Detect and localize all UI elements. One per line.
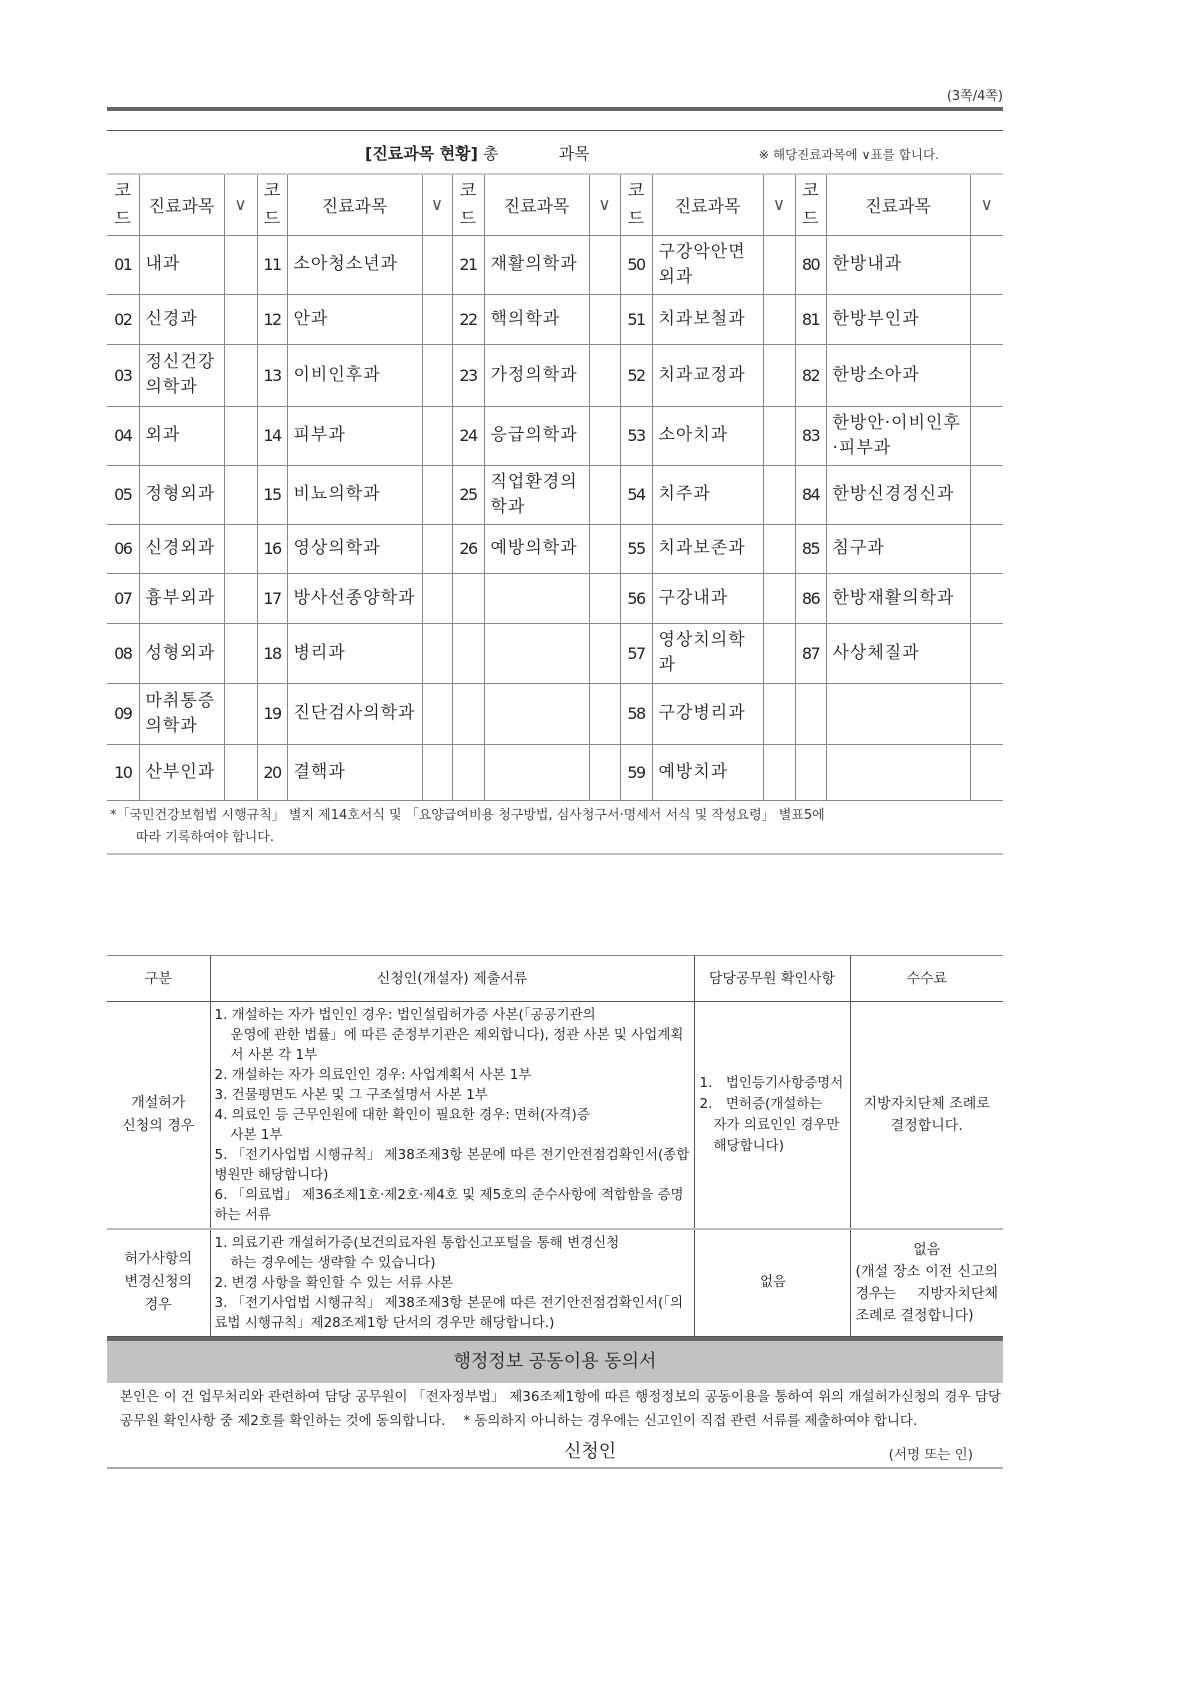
- table-row: [107, 573, 1003, 623]
- subject-name: [484, 465, 589, 524]
- subject-name-text: 치과교정과: [658, 364, 746, 385]
- subject-name: [484, 344, 589, 406]
- document-item: [215, 1145, 691, 1185]
- subject-checkbox[interactable]: [422, 683, 452, 744]
- subject-name-text: 마취통증의학과: [145, 690, 216, 736]
- subject-name: [287, 235, 422, 294]
- document-item: [215, 1065, 691, 1085]
- subject-code: 05: [107, 465, 139, 524]
- page-indicator: (3쪽/4쪽): [946, 89, 1003, 104]
- subject-name: [826, 744, 970, 800]
- subject-code: 06: [107, 524, 139, 573]
- change-fee-line-1: 없음: [913, 1241, 941, 1258]
- subject-code: 01: [107, 235, 139, 294]
- header-subject-name: 진료과목: [139, 174, 224, 235]
- subject-name: [484, 524, 589, 573]
- table-row: [107, 294, 1003, 344]
- document-item: [215, 1005, 691, 1065]
- header-check-mark: ∨: [763, 174, 795, 235]
- applicant-label: 신청인: [564, 1440, 617, 1462]
- subject-name: [484, 623, 589, 683]
- document-item-text: 5. 「전기사업법 시행규칙」 제38조제3항 본문에 따른 전기안전점검확인서(종합병원만 해당합니다): [214, 1146, 690, 1183]
- signature-field[interactable]: (서명 또는 인): [888, 1446, 973, 1463]
- subject-name-text: 예방의학과: [490, 538, 578, 558]
- subject-code: 16: [257, 524, 287, 573]
- header-official-confirmation: 담당공무원 확인사항: [694, 955, 850, 1001]
- document-item: [215, 1185, 691, 1225]
- header-subject-name: 진료과목: [652, 174, 763, 235]
- subject-checkbox[interactable]: [589, 524, 620, 573]
- subject-name: [287, 573, 422, 623]
- permit-fee: 지방자치단체 조례로 결정합니다.: [850, 1001, 1003, 1229]
- footnote-line-2: 따라 기록하여야 합니다.: [136, 829, 274, 845]
- subject-checkbox[interactable]: [422, 235, 452, 294]
- subject-code: 58: [620, 683, 652, 744]
- subject-name-text: 구강내과: [658, 587, 729, 608]
- subject-name: [652, 406, 763, 465]
- header-subject-name: 진료과목: [287, 174, 422, 235]
- subject-code: 09: [107, 683, 139, 744]
- subject-name: [139, 623, 224, 683]
- subject-code: 85: [795, 524, 826, 573]
- subjects-section-header: [107, 131, 1003, 173]
- subject-name-text: 진단검사의학과: [293, 703, 416, 723]
- subject-name: [826, 406, 970, 465]
- subject-checkbox[interactable]: [422, 744, 452, 800]
- subject-name: [652, 235, 763, 294]
- header-code: [795, 174, 826, 235]
- subject-name: [139, 235, 224, 294]
- total-unit: 과목: [558, 144, 590, 163]
- subject-name: [652, 344, 763, 406]
- subject-name: [826, 235, 970, 294]
- table-row: [107, 524, 1003, 573]
- subject-checkbox[interactable]: [422, 623, 452, 683]
- subject-name: [139, 344, 224, 406]
- subjects-section-title: [365, 141, 590, 164]
- permit-category-line-2: 신청의 경우: [122, 1117, 195, 1134]
- subjects-footnote: [107, 801, 1003, 853]
- header-code: [257, 174, 287, 235]
- subject-name-text: 내과: [145, 254, 181, 274]
- subject-checkbox[interactable]: [763, 683, 795, 744]
- subject-name-text: 직업환경의학과: [490, 471, 578, 517]
- subject-code: 26: [452, 524, 484, 573]
- subject-name-text: 소아치과: [658, 425, 729, 445]
- header-check-mark: ∨: [224, 174, 257, 235]
- subject-code: 18: [257, 623, 287, 683]
- subject-name-text: 영상치의학과: [658, 630, 746, 675]
- subject-name-text: 가정의학과: [490, 364, 578, 385]
- subject-code: 08: [107, 623, 139, 683]
- subject-code: [452, 623, 484, 683]
- subject-name: [826, 683, 970, 744]
- total-prefix: 총: [483, 144, 499, 163]
- subject-code: 81: [795, 294, 826, 344]
- document-item-text: 6. 「의료법」 제36조제1호·제2호·제4호 및 제5호의 준수사항에 적합함을 증명하는 서류: [214, 1186, 684, 1223]
- subject-code: 57: [620, 623, 652, 683]
- subject-name: [484, 744, 589, 800]
- document-item-text: 1. 의료기관 개설허가증(보건의료자원 통합신고포털을 통해 변경신청: [214, 1234, 620, 1251]
- subject-name: [826, 465, 970, 524]
- subject-name-text: 구강병리과: [658, 703, 746, 723]
- header-code-top: 코: [263, 180, 281, 201]
- document-item-continuation: 하는 경우에는 생략할 수 있습니다): [230, 1254, 436, 1271]
- header-code-bottom: 드: [802, 208, 819, 229]
- subject-code: [452, 744, 484, 800]
- subject-code: [795, 683, 826, 744]
- subject-name-text: 안과: [293, 308, 329, 329]
- subject-name: [139, 744, 224, 800]
- subject-code: [795, 744, 826, 800]
- table-row: [107, 344, 1003, 406]
- header-code-top: 코: [114, 180, 131, 201]
- permit-application-row: [107, 1001, 1003, 1229]
- subject-code: 22: [452, 294, 484, 344]
- subject-name-text: 병리과: [293, 642, 346, 663]
- subject-checkbox[interactable]: [970, 573, 1003, 623]
- documents-header-row: [107, 955, 1003, 1001]
- subject-code: 80: [795, 235, 826, 294]
- subject-name-text: 신경과: [145, 308, 198, 329]
- change-category-line-3: 경우: [144, 1297, 172, 1313]
- subject-checkbox[interactable]: [970, 406, 1003, 465]
- header-check-mark: ∨: [970, 174, 1003, 235]
- subject-name: [287, 524, 422, 573]
- subject-code: 50: [620, 235, 652, 294]
- subject-name-text: 이비인후과: [293, 364, 381, 385]
- subject-code: 04: [107, 406, 139, 465]
- subject-name-text: 흉부외과: [145, 587, 216, 608]
- header-category: 구분: [107, 955, 210, 1001]
- subject-name-text: 결핵과: [293, 761, 346, 782]
- subject-name-text: 영상의학과: [293, 538, 381, 558]
- subject-checkbox[interactable]: [422, 406, 452, 465]
- subject-name: [139, 524, 224, 573]
- subject-name: [484, 573, 589, 623]
- subject-code: 21: [452, 235, 484, 294]
- change-category-line-2: 변경신청의: [124, 1274, 193, 1290]
- confirm-item-2-first: 2. 면허증(개설하는: [699, 1095, 823, 1112]
- subject-checkbox[interactable]: [763, 235, 795, 294]
- confirm-item-1: 1. 법인등기사항증명서: [699, 1074, 844, 1091]
- subject-checkbox[interactable]: [970, 524, 1003, 573]
- subject-checkbox[interactable]: [589, 235, 620, 294]
- subject-name-text: 정신건강의학과: [145, 352, 216, 397]
- subject-checkbox[interactable]: [970, 294, 1003, 344]
- subject-code: [452, 573, 484, 623]
- document-item: [215, 1233, 691, 1273]
- document-item-text: 1. 개설하는 자가 법인인 경우: 법인설립허가증 사본(「공공기관의: [214, 1006, 596, 1023]
- spacer: [107, 111, 1003, 130]
- consent-title: 행정정보 공동이용 동의서: [107, 1337, 1003, 1383]
- change-category: [107, 1229, 210, 1337]
- subject-code: 02: [107, 294, 139, 344]
- header-subject-name: 진료과목: [826, 174, 970, 235]
- header-code-top: 코: [802, 180, 819, 201]
- subject-code: 56: [620, 573, 652, 623]
- document-item: [215, 1273, 691, 1293]
- subject-name: [287, 406, 422, 465]
- subject-checkbox[interactable]: [224, 744, 257, 800]
- subject-name: [826, 524, 970, 573]
- form-page: [107, 0, 1003, 1509]
- header-code-bottom: 드: [627, 208, 645, 229]
- subject-name-text: 재활의학과: [490, 254, 578, 274]
- subject-name: [652, 294, 763, 344]
- subject-name: [826, 623, 970, 683]
- subject-code: 12: [257, 294, 287, 344]
- subject-name-text: 한방안·이비인후·피부과: [832, 412, 961, 458]
- subject-name: [139, 573, 224, 623]
- subject-checkbox[interactable]: [763, 294, 795, 344]
- subject-name: [652, 623, 763, 683]
- subject-checkbox[interactable]: [224, 406, 257, 465]
- subject-checkbox[interactable]: [763, 744, 795, 800]
- header-code-bottom: 드: [459, 208, 477, 229]
- subject-checkbox[interactable]: [763, 465, 795, 524]
- subject-name: [826, 573, 970, 623]
- subject-name: [287, 465, 422, 524]
- table-row: [107, 744, 1003, 800]
- subject-checkbox[interactable]: [422, 294, 452, 344]
- header-code-top: 코: [627, 180, 645, 201]
- document-item-text: 3. 「전기사업법 시행규칙」 제38조제3항 본문에 따른 전기안전점검확인서(「의료법 시행규칙」제28조제1항 단서의 경우만 해당합니다.): [214, 1294, 684, 1331]
- spacer: [107, 855, 1003, 955]
- subject-name-text: 한방소아과: [832, 364, 920, 385]
- document-item: [215, 1105, 691, 1145]
- permit-official-confirmation: [694, 1001, 850, 1229]
- subject-name-text: 핵의학과: [490, 308, 561, 329]
- subjects-title: [진료과목 현황]: [365, 144, 478, 163]
- subject-checkbox[interactable]: [224, 524, 257, 573]
- subject-name-text: 한방부인과: [832, 308, 920, 329]
- subject-name: [287, 294, 422, 344]
- subject-name-text: 침구과: [832, 538, 885, 558]
- document-item-text: 3. 건물평면도 사본 및 그 구조설명서 사본 1부: [214, 1086, 488, 1103]
- subject-name-text: 사상체질과: [832, 642, 920, 663]
- change-fee-rest: (개설 장소 이전 신고의 경우는 지방자치단체 조례로 결정합니다): [855, 1263, 998, 1324]
- subject-code: 84: [795, 465, 826, 524]
- subject-code: 03: [107, 344, 139, 406]
- header-subject-name: 진료과목: [484, 174, 589, 235]
- table-row: [107, 623, 1003, 683]
- table-row: [107, 465, 1003, 524]
- subject-name-text: 한방신경정신과: [832, 484, 955, 504]
- subject-checkbox[interactable]: [970, 235, 1003, 294]
- subject-code: 51: [620, 294, 652, 344]
- required-documents-table: [107, 955, 1003, 1337]
- subject-checkbox[interactable]: [422, 524, 452, 573]
- subject-name-text: 치과보존과: [658, 538, 746, 558]
- subject-name-text: 치과보철과: [658, 308, 746, 329]
- subject-checkbox[interactable]: [589, 573, 620, 623]
- subject-checkbox[interactable]: [224, 294, 257, 344]
- subject-code: 25: [452, 465, 484, 524]
- header-code: [620, 174, 652, 235]
- subject-checkbox[interactable]: [763, 623, 795, 683]
- subject-name: [484, 406, 589, 465]
- table-row: [107, 683, 1003, 744]
- subject-checkbox[interactable]: [763, 573, 795, 623]
- subject-name-text: 구강악안면외과: [658, 241, 746, 287]
- document-item-continuation: 사본 1부: [230, 1126, 283, 1143]
- document-item: [215, 1293, 691, 1333]
- footnote-line-1: *「국민건강보험법 시행규칙」 별지 제14호서식 및 「요양급여비용 청구방법, 심사청구서·명세서 서식 및 작성요령」 별표5에: [110, 807, 825, 823]
- subject-checkbox[interactable]: [970, 623, 1003, 683]
- subject-name: [484, 683, 589, 744]
- table-header-row: [107, 174, 1003, 235]
- subject-code: 55: [620, 524, 652, 573]
- subject-name-text: 소아청소년과: [293, 254, 399, 274]
- subject-name: [652, 465, 763, 524]
- subject-checkbox[interactable]: [224, 465, 257, 524]
- header-code: [107, 174, 139, 235]
- header-check-mark: ∨: [422, 174, 452, 235]
- subject-code: 54: [620, 465, 652, 524]
- subject-name: [287, 683, 422, 744]
- document-item-text: 2. 개설하는 자가 의료인인 경우: 사업계획서 사본 1부: [214, 1066, 532, 1083]
- subject-checkbox[interactable]: [224, 344, 257, 406]
- subject-checkbox[interactable]: [422, 465, 452, 524]
- subject-code: 23: [452, 344, 484, 406]
- header-fee: 수수료: [850, 955, 1003, 1001]
- consent-body: 본인은 이 건 업무처리와 관련하여 담당 공무원이 「전자정부법」 제36조제1항에 따른 행정정보의 공동이용을 통하여 위의 개설허가신청의 경우 담당 공무원 확인사항 중 제2호를 확인하는 것에 동의합니다. * 동의하지 아니하는 경우에는 신고인이 직접 관련 서류를 제출하여야 합니다.: [120, 1388, 1001, 1429]
- subject-name: [826, 344, 970, 406]
- subject-code: 14: [257, 406, 287, 465]
- subject-checkbox[interactable]: [224, 235, 257, 294]
- subject-name-text: 피부과: [293, 425, 346, 445]
- table-row: [107, 235, 1003, 294]
- subject-code: 86: [795, 573, 826, 623]
- check-instruction-note: ※ 해당진료과목에 ∨표를 합니다.: [758, 147, 939, 162]
- permit-documents-list: [210, 1001, 694, 1229]
- subject-code: 13: [257, 344, 287, 406]
- document-item-text: 2. 변경 사항을 확인할 수 있는 서류 사본: [214, 1274, 454, 1291]
- change-category-line-1: 허가사항의: [124, 1251, 193, 1267]
- header-code-top: 코: [459, 180, 477, 201]
- subject-name-text: 외과: [145, 425, 181, 445]
- subject-name-text: 성형외과: [145, 642, 216, 663]
- confirm-item-2-rest: 자가 의료인인 경우만 해당합니다): [713, 1116, 840, 1154]
- subject-code: 10: [107, 744, 139, 800]
- subject-name: [484, 294, 589, 344]
- header-check-mark: ∨: [589, 174, 620, 235]
- subject-checkbox[interactable]: [970, 744, 1003, 800]
- subject-name: [287, 744, 422, 800]
- subject-checkbox[interactable]: [422, 573, 452, 623]
- subject-code: 82: [795, 344, 826, 406]
- subject-checkbox[interactable]: [224, 573, 257, 623]
- subject-checkbox[interactable]: [589, 344, 620, 406]
- subject-name: [139, 465, 224, 524]
- medical-subjects-table: [107, 173, 1003, 801]
- document-item-text: 4. 의료인 등 근무인원에 대한 확인이 필요한 경우: 면허(자격)증: [214, 1106, 590, 1123]
- subject-checkbox[interactable]: [589, 744, 620, 800]
- subject-checkbox[interactable]: [224, 623, 257, 683]
- subject-name: [652, 573, 763, 623]
- subject-checkbox[interactable]: [422, 344, 452, 406]
- subject-checkbox[interactable]: [589, 294, 620, 344]
- bottom-divider: [107, 1467, 1003, 1469]
- subject-name-text: 정형외과: [145, 484, 216, 504]
- subject-name-text: 한방내과: [832, 254, 903, 274]
- header-code-bottom: 드: [114, 208, 131, 229]
- subject-checkbox[interactable]: [589, 465, 620, 524]
- subject-name: [287, 344, 422, 406]
- subject-checkbox[interactable]: [763, 344, 795, 406]
- subject-checkbox[interactable]: [589, 406, 620, 465]
- subject-code: 59: [620, 744, 652, 800]
- subject-name: [287, 623, 422, 683]
- document-item-continuation: 운영에 관한 법률」에 따른 준정부기관은 제외합니다), 정관 사본 및 사업계획서 사본 각 1부: [230, 1026, 684, 1063]
- subject-checkbox[interactable]: [970, 465, 1003, 524]
- subject-name-text: 비뇨의학과: [293, 484, 381, 504]
- header-code: [452, 174, 484, 235]
- subject-code: 17: [257, 573, 287, 623]
- subject-name: [652, 524, 763, 573]
- subject-checkbox[interactable]: [224, 683, 257, 744]
- subject-code: 19: [257, 683, 287, 744]
- change-documents-list: [210, 1229, 694, 1337]
- subject-code: 24: [452, 406, 484, 465]
- subject-code: 83: [795, 406, 826, 465]
- signature-row: [107, 1433, 1003, 1467]
- subject-name-text: 응급의학과: [490, 425, 578, 445]
- subject-name: [484, 235, 589, 294]
- table-row: [107, 406, 1003, 465]
- subject-name: [139, 406, 224, 465]
- header-applicant-documents: 신청인(개설자) 제출서류: [210, 955, 694, 1001]
- subject-checkbox[interactable]: [970, 344, 1003, 406]
- permit-category-line-1: 개설허가: [131, 1094, 186, 1111]
- subject-name: [652, 683, 763, 744]
- confirm-item-2: [700, 1094, 847, 1157]
- subject-name-text: 신경외과: [145, 538, 216, 558]
- change-official-confirmation: 없음: [694, 1229, 850, 1337]
- subject-name-text: 예방치과: [658, 761, 729, 782]
- subject-name-text: 산부인과: [145, 761, 216, 782]
- subject-code: 20: [257, 744, 287, 800]
- subject-name: [139, 294, 224, 344]
- subject-code: 11: [257, 235, 287, 294]
- subject-code: 53: [620, 406, 652, 465]
- subject-name-text: 방사선종양학과: [293, 587, 416, 608]
- subject-name: [826, 294, 970, 344]
- subject-name-text: 치주과: [658, 484, 711, 504]
- subject-checkbox[interactable]: [589, 683, 620, 744]
- subject-code: 87: [795, 623, 826, 683]
- subject-checkbox[interactable]: [589, 623, 620, 683]
- subject-name: [652, 744, 763, 800]
- document-item: [215, 1085, 691, 1105]
- subject-code: 52: [620, 344, 652, 406]
- subject-checkbox[interactable]: [763, 406, 795, 465]
- subject-code: [452, 683, 484, 744]
- subject-code: 07: [107, 573, 139, 623]
- permit-category: [107, 1001, 210, 1229]
- change-fee: [850, 1229, 1003, 1337]
- subject-checkbox[interactable]: [763, 524, 795, 573]
- subject-code: 15: [257, 465, 287, 524]
- change-application-row: [107, 1229, 1003, 1337]
- subject-checkbox[interactable]: [970, 683, 1003, 744]
- subject-name: [139, 683, 224, 744]
- subject-name-text: 한방재활의학과: [832, 587, 955, 608]
- header-code-bottom: 드: [263, 208, 281, 229]
